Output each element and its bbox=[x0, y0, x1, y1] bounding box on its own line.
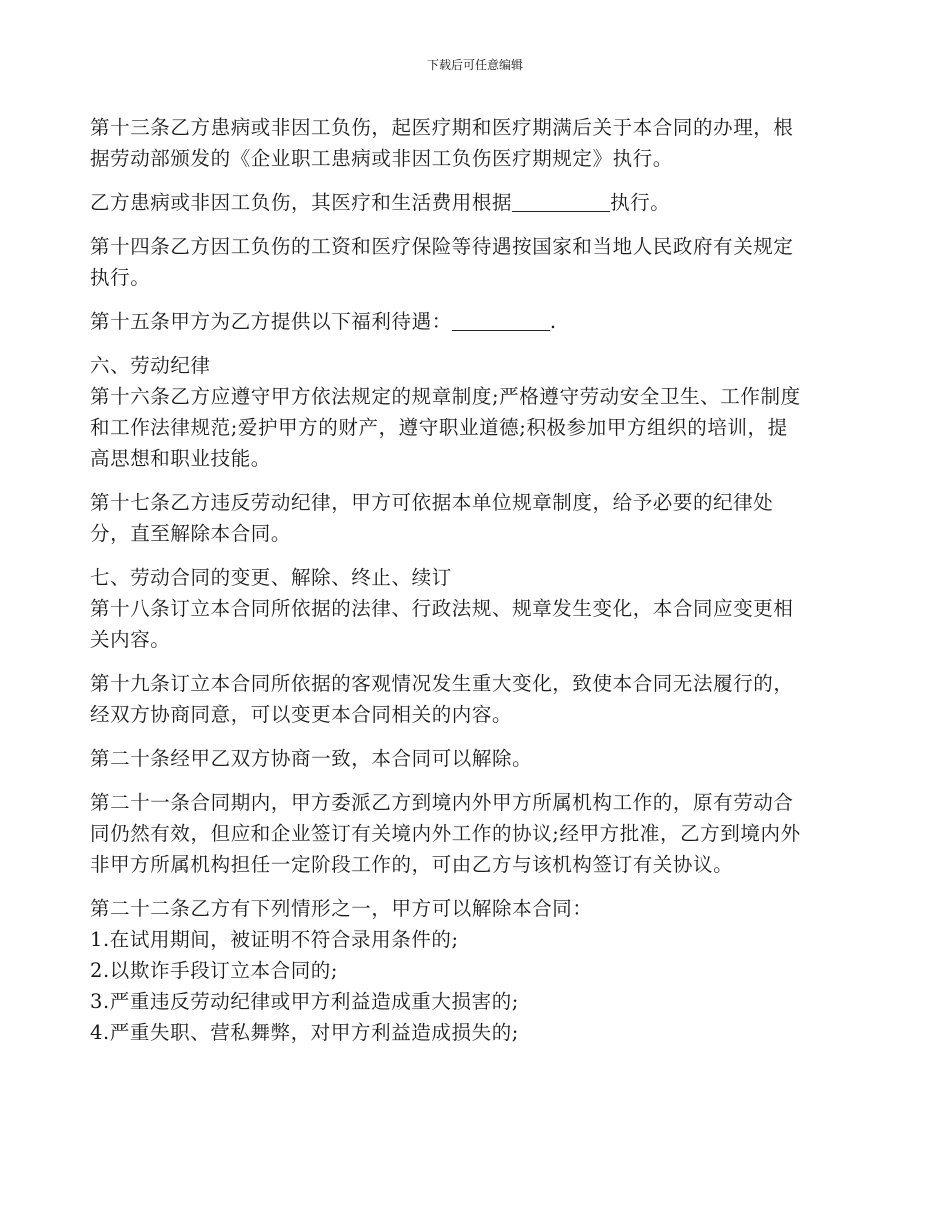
text-line: 分，直至解除本合同。 bbox=[90, 522, 292, 545]
article-13-medical-costs bbox=[90, 187, 860, 218]
text-line: 第二十二条乙方有下列情形之一，甲方可以解除本合同： bbox=[90, 897, 593, 920]
list-item: 4.严重失职、营私舞弊，对甲方利益造成损失的; bbox=[90, 1021, 519, 1044]
article-19 bbox=[90, 668, 860, 730]
page-header: 下载后可任意编辑 bbox=[426, 58, 523, 72]
article-14 bbox=[90, 231, 860, 293]
text-segment: 第十五条甲方为乙方提供以下福利待遇： bbox=[90, 310, 452, 333]
text-line: 第十八条订立本合同所依据的法律、行政法规、规章发生变化，本合同应变更相 bbox=[90, 597, 794, 620]
document-body bbox=[90, 112, 860, 1048]
text-line: 第十四条乙方因工负伤的工资和医疗保险等待遇按国家和当地人民政府有关规定 bbox=[90, 235, 794, 258]
text-line: 同仍然有效，但应和企业签订有关境内外工作的协议;经甲方批准，乙方到境内外 bbox=[90, 822, 801, 845]
text-line: 执行。 bbox=[90, 266, 151, 289]
fill-in-blank bbox=[452, 310, 550, 331]
text-line: 第二十条经甲乙双方协商一致，本合同可以解除。 bbox=[90, 747, 533, 770]
section-title: 六、劳动纪律 bbox=[90, 354, 211, 377]
list-item: 3.严重违反劳动纪律或甲方利益造成重大损害的; bbox=[90, 990, 519, 1013]
text-line: 第十九条订立本合同所依据的客观情况发生重大变化，致使本合同无法履行的， bbox=[90, 672, 794, 695]
article-17 bbox=[90, 487, 860, 549]
text-line: 第十六条乙方应遵守甲方依法规定的规章制度;严格遵守劳动安全卫生、工作制度 bbox=[90, 385, 801, 408]
text-line: 高思想和职业技能。 bbox=[90, 447, 271, 470]
text-line: 第二十一条合同期内，甲方委派乙方到境内外甲方所属机构工作的，原有劳动合 bbox=[90, 791, 794, 814]
article-21 bbox=[90, 787, 860, 880]
text-segment: 执行。 bbox=[610, 191, 671, 214]
article-15 bbox=[90, 306, 860, 337]
section-title: 七、劳动合同的变更、解除、终止、续订 bbox=[90, 566, 452, 589]
text-line: 据劳动部颁发的《企业职工患病或非因工负伤医疗期规定》执行。 bbox=[90, 147, 673, 170]
list-item: 1.在试用期间，被证明不符合录用条件的; bbox=[90, 928, 459, 951]
text-segment: 乙方患病或非因工负伤，其医疗和生活费用根据 bbox=[90, 191, 513, 214]
list-item: 2.以欺诈手段订立本合同的; bbox=[90, 959, 339, 982]
text-segment: . bbox=[549, 310, 557, 333]
article-22 bbox=[90, 893, 860, 1048]
text-line: 非甲方所属机构担任一定阶段工作的，可由乙方与该机构签订有关协议。 bbox=[90, 853, 734, 876]
text-line: 第十三条乙方患病或非因工负伤，起医疗期和医疗期满后关于本合同的办理，根 bbox=[90, 116, 794, 139]
article-20 bbox=[90, 743, 860, 774]
section-7 bbox=[90, 562, 860, 655]
text-line: 第十七条乙方违反劳动纪律，甲方可依据本单位规章制度，给予必要的纪律处 bbox=[90, 491, 774, 514]
fill-in-blank bbox=[512, 191, 610, 212]
text-line: 经双方协商同意，可以变更本合同相关的内容。 bbox=[90, 703, 513, 726]
article-13 bbox=[90, 112, 860, 174]
text-line: 和工作法律规范;爱护甲方的财产，遵守职业道德;积极参加甲方组织的培训，提 bbox=[90, 416, 788, 439]
text-line: 关内容。 bbox=[90, 628, 171, 651]
section-6 bbox=[90, 350, 860, 474]
